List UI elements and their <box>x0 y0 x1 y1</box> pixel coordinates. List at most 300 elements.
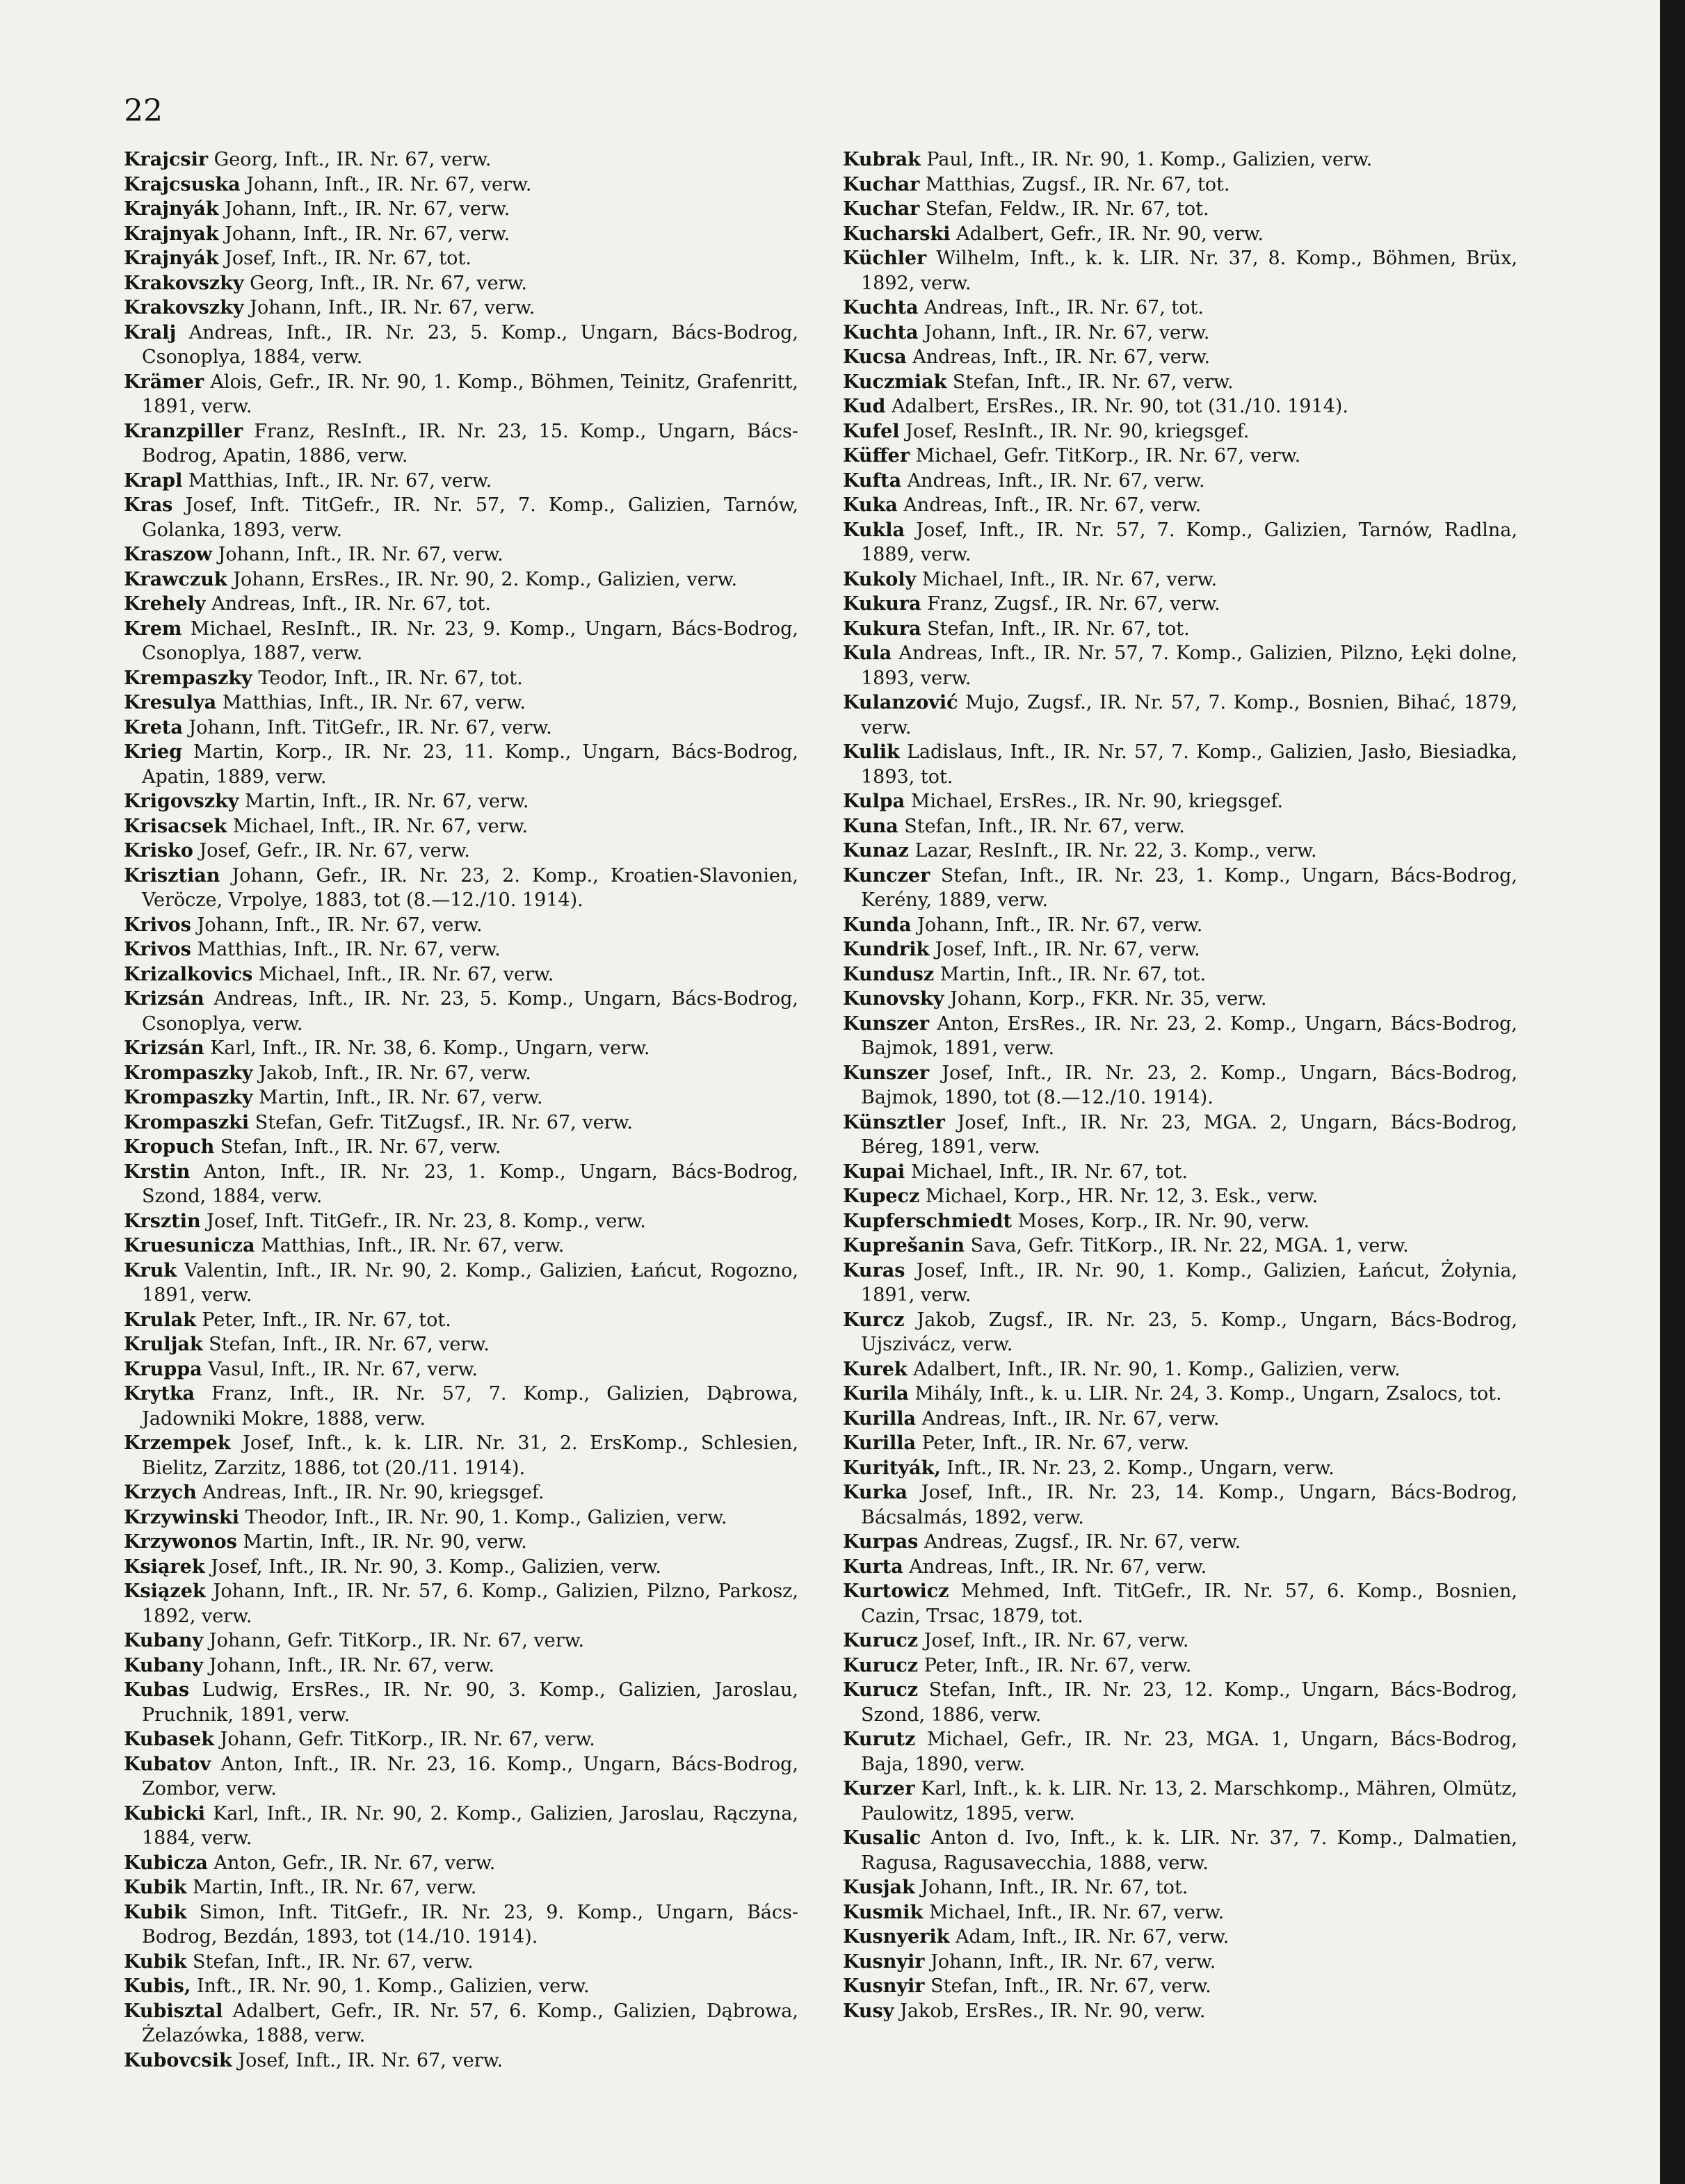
list-entry <box>124 1628 798 1653</box>
list-entry <box>843 1628 1517 1653</box>
list-entry <box>124 419 798 469</box>
list-entry <box>843 641 1517 690</box>
list-entry <box>124 1382 798 1431</box>
list-entry <box>124 1900 798 1950</box>
entry-name: Krizsán <box>124 1037 204 1059</box>
entry-details: Johann, Inft., IR. Nr. 67, verw. <box>243 297 535 318</box>
list-entry <box>843 321 1517 346</box>
entry-name: Kubany <box>124 1654 204 1676</box>
list-entry <box>124 321 798 370</box>
entry-name: Kuchar <box>843 173 920 195</box>
entry-name: Krawczuk <box>124 568 227 590</box>
list-entry <box>843 1480 1517 1530</box>
entry-name: Kruljak <box>124 1334 203 1355</box>
entry-name: Kubisztal <box>124 2000 223 2022</box>
entry-details: Michael, Inft., IR. Nr. 67, verw. <box>227 815 529 837</box>
entry-details: Stefan, Gefr. TitZugsf., IR. Nr. 67, verw. <box>249 1111 633 1133</box>
list-entry <box>843 1233 1517 1259</box>
list-entry <box>124 1530 798 1555</box>
list-entry <box>124 987 798 1036</box>
entry-name: Kurutz <box>843 1729 916 1750</box>
entry-name: Kundusz <box>843 963 935 985</box>
entry-name: Küchler <box>843 248 927 269</box>
entry-details: Josef, Inft., IR. Nr. 23, MGA. 2, Ungarn, Bács-Bodrog, Béreg, 1891, verw. <box>861 1111 1517 1158</box>
list-entry <box>124 839 798 864</box>
entry-details: Michael, Inft., IR. Nr. 67, verw. <box>923 1901 1225 1923</box>
entry-details: Johann, Korp., FKR. Nr. 35, verw. <box>944 988 1267 1010</box>
entry-name: Kufel <box>843 420 900 442</box>
entry-name: Kubis, <box>124 1975 191 1997</box>
entry-details: Martin, Inft., IR. Nr. 90, verw. <box>236 1531 527 1553</box>
entry-details: Adalbert, Gefr., IR. Nr. 57, 6. Komp., Galizien, Dąbrowa, Żelazówka, 1888, verw. <box>142 2000 798 2046</box>
entry-details: Andreas, Zugsf., IR. Nr. 67, verw. <box>918 1531 1241 1553</box>
entry-details: Franz, Inft., IR. Nr. 57, 7. Komp., Galizien, Dąbrowa, Jadowniki Mokre, 1888, verw. <box>142 1383 798 1430</box>
entry-details: Michael, ResInft., IR. Nr. 23, 9. Komp., Ungarn, Bács-Bodrog, Csonoplya, 1887, verw. <box>142 617 798 664</box>
entry-name: Kurilla <box>843 1407 916 1430</box>
entry-name: Krzempek <box>124 1432 231 1454</box>
entry-name: Kurzer <box>843 1778 915 1799</box>
list-entry <box>124 222 798 247</box>
entry-details: Peter, Inft., IR. Nr. 67, verw. <box>916 1432 1190 1454</box>
entry-name: Kusmik <box>843 1901 924 1923</box>
entry-name: Krisacsek <box>124 815 227 837</box>
entry-details: Matthias, Inft., IR. Nr. 67, verw. <box>255 1235 565 1256</box>
entry-name: Kukura <box>843 593 921 615</box>
entry-name: Kubrak <box>843 149 921 170</box>
entry-name: Krakovszky <box>124 272 244 294</box>
entry-details: Martin, Inft., IR. Nr. 67, verw. <box>239 791 529 812</box>
entry-name: Krisko <box>124 840 193 862</box>
entry-details: Sava, Gefr. TitKorp., IR. Nr. 22, MGA. 1, verw. <box>965 1235 1409 1256</box>
entry-name: Krajcsir <box>124 149 209 170</box>
list-entry <box>843 1382 1517 1407</box>
entry-name: Kulanzović <box>843 692 958 713</box>
entry-details: Andreas, Inft., IR. Nr. 23, 5. Komp., Ungarn, Bács-Bodrog, Csonoplya, verw. <box>142 988 798 1035</box>
entry-details: Johann, Inft., IR. Nr. 67, verw. <box>203 1654 494 1676</box>
list-entry <box>124 296 798 321</box>
entry-details: Josef, Inft., IR. Nr. 90, 3. Komp., Galizien, verw. <box>204 1555 661 1578</box>
entry-details: Adalbert, ErsRes., IR. Nr. 90, tot (31./10. 1914). <box>885 396 1348 417</box>
entry-details: Johann, Inft. TitGefr., IR. Nr. 67, verw. <box>182 716 552 738</box>
entry-details: Simon, Inft. TitGefr., IR. Nr. 23, 9. Komp., Ungarn, Bács-Bodrog, Bezdán, 1893, tot (14./10. 1914). <box>142 1901 798 1948</box>
entry-name: Kuchar <box>843 198 920 220</box>
entry-details: Josef, Gefr., IR. Nr. 67, verw. <box>193 840 470 862</box>
list-entry <box>843 419 1517 444</box>
entry-name: Kruesunicza <box>124 1235 255 1256</box>
entry-name: Kusnyerik <box>843 1926 950 1948</box>
list-entry <box>843 789 1517 814</box>
entry-details: Johann, Inft., IR. Nr. 67, verw. <box>218 198 510 220</box>
entry-name: Krompaszky <box>124 1062 253 1084</box>
entry-details: Anton, Inft., IR. Nr. 23, 16. Komp., Ungarn, Bács-Bodrog, Zombor, verw. <box>142 1753 798 1799</box>
entry-name: Kupecz <box>843 1186 920 1207</box>
entry-details: Stefan, Inft., IR. Nr. 67, verw. <box>186 1950 474 1973</box>
entry-name: Kurpas <box>843 1531 919 1553</box>
entry-details: Adalbert, Inft., IR. Nr. 90, 1. Komp., Galizien, verw. <box>907 1358 1401 1380</box>
entry-name: Kurucz <box>843 1630 919 1651</box>
list-entry <box>843 1012 1517 1061</box>
entry-details: Valentin, Inft., IR. Nr. 90, 2. Komp., Galizien, Łańcut, Rogozno, 1891, verw. <box>142 1259 798 1306</box>
list-entry <box>124 1110 798 1135</box>
entry-name: Kukura <box>843 617 921 640</box>
entry-details: Inft., IR. Nr. 90, 1. Komp., Galizien, verw. <box>191 1975 590 1997</box>
entry-name: Kuchta <box>843 321 919 343</box>
entry-name: Kruppa <box>124 1358 202 1380</box>
list-entry <box>124 962 798 987</box>
entry-details: Stefan, Feldw., IR. Nr. 67, tot. <box>919 198 1209 220</box>
entry-name: Kurucz <box>843 1654 919 1676</box>
entry-name: Krajnyak <box>124 223 219 245</box>
entry-details: Andreas, Inft., IR. Nr. 67, verw. <box>916 1407 1220 1430</box>
entry-name: Krem <box>124 617 182 640</box>
entry-details: Johann, Inft., IR. Nr. 67, verw. <box>924 1950 1216 1973</box>
entry-details: Mujo, Zugsf., IR. Nr. 57, 7. Komp., Bosnien, Bihać, 1879, verw. <box>861 692 1517 738</box>
entry-name: Kunszer <box>843 1012 930 1035</box>
list-entry <box>124 814 798 839</box>
entry-name: Kud <box>843 396 886 417</box>
entry-details: Martin, Inft., IR. Nr. 67, verw. <box>252 1087 543 1108</box>
list-entry <box>843 1357 1517 1382</box>
list-entry <box>124 493 798 542</box>
entry-details: Josef, Inft., k. k. LIR. Nr. 31, 2. ErsKomp., Schlesien, Bielitz, Zarzitz, 1886, tot (20./11. 1914). <box>142 1432 798 1479</box>
entry-details: Mihály, Inft., k. u. LIR. Nr. 24, 3. Komp., Ungarn, Zsalocs, tot. <box>908 1383 1502 1405</box>
scan-edge <box>1660 0 1685 2184</box>
list-entry <box>843 1579 1517 1628</box>
entry-details: Theodor, Inft., IR. Nr. 90, 1. Komp., Galizien, verw. <box>239 1506 727 1528</box>
list-entry <box>843 1777 1517 1826</box>
entry-details: Ludwig, ErsRes., IR. Nr. 90, 3. Komp., Galizien, Jaroslau, Pruchnik, 1891, verw. <box>142 1679 798 1726</box>
list-entry <box>124 1036 798 1061</box>
entry-details: Georg, Inft., IR. Nr. 67, verw. <box>243 272 527 294</box>
entry-name: Kukla <box>843 519 905 541</box>
list-entry <box>843 172 1517 197</box>
entry-name: Kula <box>843 642 892 664</box>
entry-name: Kurcz <box>843 1309 905 1331</box>
entry-details: Andreas, Inft., IR. Nr. 57, 7. Komp., Galizien, Pilzno, Łęki dolne, 1893, verw. <box>861 642 1517 689</box>
entry-name: Kurila <box>843 1383 909 1405</box>
entry-name: Kurityák, <box>843 1457 941 1479</box>
list-entry <box>843 394 1517 419</box>
list-entry <box>843 1555 1517 1580</box>
list-entry <box>124 1653 798 1679</box>
list-entry <box>124 1974 798 1999</box>
list-entry <box>843 345 1517 370</box>
entry-name: Kuprešanin <box>843 1235 965 1256</box>
entry-name: Krisztian <box>124 864 220 887</box>
entry-details: Franz, ResInft., IR. Nr. 23, 15. Komp., Ungarn, Bács-Bodrog, Apatin, 1886, verw. <box>142 420 798 467</box>
list-entry <box>124 1678 798 1727</box>
entry-details: Michael, Inft., IR. Nr. 67, tot. <box>905 1160 1188 1183</box>
entry-name: Kurucz <box>843 1679 919 1701</box>
list-entry <box>843 913 1517 938</box>
entry-name: Krigovszky <box>124 791 239 812</box>
list-entry <box>124 1332 798 1357</box>
list-entry <box>843 1061 1517 1110</box>
entry-details: Johann, Gefr., IR. Nr. 23, 2. Komp., Kroatien-Slavonien, Veröcze, Vrpolye, 1883, tot (8.—12./10. 1914). <box>142 864 798 911</box>
list-entry <box>843 1209 1517 1234</box>
entry-details: Michael, Inft., IR. Nr. 67, verw. <box>916 568 1218 590</box>
entry-name: Kurka <box>843 1482 908 1503</box>
entry-name: Krzych <box>124 1482 197 1503</box>
entry-name: Kulik <box>843 741 900 763</box>
list-entry <box>843 1900 1517 1925</box>
list-entry <box>843 740 1517 789</box>
list-entry <box>124 1357 798 1382</box>
entry-details: Anton d. Ivo, Inft., k. k. LIR. Nr. 37, 7. Komp., Dalmatien, Ragusa, Ragusavecchia, 1888, verw. <box>861 1827 1517 1874</box>
list-entry <box>124 1579 798 1628</box>
list-entry <box>124 666 798 691</box>
entry-details: Stefan, Inft., IR. Nr. 67, verw. <box>214 1136 501 1158</box>
list-entry <box>843 1110 1517 1160</box>
entry-details: Johann, Inft., IR. Nr. 67, verw. <box>240 173 532 195</box>
list-entry <box>843 1875 1517 1900</box>
entry-details: Adam, Inft., IR. Nr. 67, verw. <box>949 1926 1230 1948</box>
list-entry <box>124 715 798 741</box>
entry-details: Paul, Inft., IR. Nr. 90, 1. Komp., Galizien, verw. <box>920 149 1373 170</box>
entry-name: Kunczer <box>843 864 930 887</box>
entry-details: Martin, Inft., IR. Nr. 67, verw. <box>186 1877 477 1898</box>
list-entry <box>124 1999 798 2048</box>
list-entry <box>843 1999 1517 2024</box>
entry-name: Kubatov <box>124 1753 211 1775</box>
entry-details: Andreas, Inft., IR. Nr. 23, 5. Komp., Ungarn, Bács-Bodrog, Csonoplya, 1884, verw. <box>142 321 798 368</box>
entry-details: Josef, Inft., IR. Nr. 23, 14. Komp., Ungarn, Bács-Bodrog, Bácsalmás, 1892, verw. <box>861 1482 1517 1528</box>
entry-name: Kusjak <box>843 1877 915 1898</box>
entry-name: Kubovcsik <box>124 2049 232 2071</box>
entry-details: Josef, Inft., IR. Nr. 90, 1. Komp., Galizien, Łańcut, Żołynia, 1891, verw. <box>861 1259 1517 1306</box>
list-entry <box>124 1209 798 1234</box>
list-entry <box>124 1061 798 1086</box>
entry-name: Künsztler <box>843 1111 945 1133</box>
entry-name: Krivos <box>124 914 191 936</box>
entry-details: Stefan, Inft., IR. Nr. 67, verw. <box>202 1334 490 1355</box>
list-entry <box>124 690 798 715</box>
entry-details: Josef, Inft., IR. Nr. 67, verw. <box>918 1630 1189 1651</box>
entry-details: Anton, Inft., IR. Nr. 23, 1. Komp., Ungarn, Bács-Bodrog, Szond, 1884, verw. <box>142 1160 798 1207</box>
entry-details: Jakob, Zugsf., IR. Nr. 23, 5. Komp., Ungarn, Bács-Bodrog, Ujszivácz, verw. <box>861 1309 1517 1355</box>
list-entry <box>124 469 798 494</box>
entry-name: Kuna <box>843 815 898 837</box>
entry-name: Kralj <box>124 321 177 343</box>
entry-details: Johann, Inft., IR. Nr. 67, verw. <box>918 321 1210 343</box>
entry-name: Krulak <box>124 1309 196 1331</box>
entry-name: Krempaszky <box>124 667 252 689</box>
entry-name: Krieg <box>124 741 183 763</box>
entry-details: Johann, Gefr. TitKorp., IR. Nr. 67, verw. <box>213 1729 595 1750</box>
entry-details: Lazar, ResInft., IR. Nr. 22, 3. Komp., verw. <box>908 840 1317 862</box>
list-entry <box>124 1160 798 1209</box>
entry-name: Kukoly <box>843 568 917 590</box>
list-entry <box>124 1431 798 1480</box>
entry-name: Kubas <box>124 1679 190 1701</box>
entry-details: Michael, ErsRes., IR. Nr. 90, kriegsgef. <box>905 791 1284 812</box>
entry-details: Jakob, Inft., IR. Nr. 67, verw. <box>252 1062 531 1084</box>
entry-name: Küffer <box>843 445 910 467</box>
entry-details: Josef, ResInft., IR. Nr. 90, kriegsgef. <box>899 420 1250 442</box>
entry-name: Kunovsky <box>843 988 944 1010</box>
entry-name: Krompaszki <box>124 1111 250 1133</box>
entry-details: Stefan, Inft., IR. Nr. 67, verw. <box>898 815 1185 837</box>
entry-name: Krsztin <box>124 1210 201 1232</box>
entry-details: Johann, Inft., IR. Nr. 57, 6. Komp., Galizien, Pilzno, Parkosz, 1892, verw. <box>142 1580 798 1627</box>
list-entry <box>843 246 1517 296</box>
entry-name: Kresulya <box>124 692 217 713</box>
entry-name: Kunda <box>843 914 912 936</box>
entry-details: Andreas, Inft., IR. Nr. 67, verw. <box>906 346 1211 368</box>
entry-name: Kubany <box>124 1630 204 1651</box>
entry-details: Michael, Korp., HR. Nr. 12, 3. Esk., verw. <box>919 1186 1319 1207</box>
list-entry <box>843 1678 1517 1727</box>
list-entry <box>124 197 798 222</box>
entry-details: Anton, Gefr., IR. Nr. 67, verw. <box>207 1852 496 1874</box>
entry-details: Peter, Inft., IR. Nr. 67, verw. <box>918 1654 1192 1676</box>
entry-name: Krompaszky <box>124 1087 253 1108</box>
entry-name: Kurek <box>843 1358 908 1380</box>
entry-details: Stefan, Inft., IR. Nr. 67, tot. <box>921 617 1190 640</box>
entry-details: Johann, ErsRes., IR. Nr. 90, 2. Komp., Galizien, verw. <box>227 568 738 590</box>
list-entry <box>124 271 798 296</box>
list-entry <box>843 1160 1517 1185</box>
entry-name: Krytka <box>124 1383 195 1405</box>
list-entry <box>843 690 1517 740</box>
entry-name: Kusnyir <box>843 1975 925 1997</box>
entry-details: Johann, Inft., IR. Nr. 67, tot. <box>914 1877 1188 1898</box>
list-entry <box>843 1826 1517 1875</box>
entry-details: Alois, Gefr., IR. Nr. 90, 1. Komp., Böhmen, Teinitz, Grafenritt, 1891, verw. <box>142 371 798 417</box>
entry-details: Stefan, Inft., IR. Nr. 67, verw. <box>946 371 1234 393</box>
list-entry <box>124 2048 798 2073</box>
entry-details: Andreas, Inft., IR. Nr. 90, kriegsgef. <box>196 1482 545 1503</box>
list-entry <box>124 592 798 617</box>
entry-details: Karl, Inft., IR. Nr. 90, 2. Komp., Galizien, Jaroslau, Rączyna, 1884, verw. <box>142 1802 798 1849</box>
entry-name: Kusnyir <box>843 1950 925 1973</box>
list-entry <box>124 1752 798 1802</box>
list-entry <box>124 1480 798 1505</box>
entry-details: Vasul, Inft., IR. Nr. 67, verw. <box>202 1358 478 1380</box>
list-entry <box>124 1308 798 1333</box>
list-entry <box>843 592 1517 617</box>
entry-details: Franz, Zugsf., IR. Nr. 67, verw. <box>921 593 1220 615</box>
list-entry <box>124 789 798 814</box>
entry-details: Inft., IR. Nr. 23, 2. Komp., Ungarn, verw. <box>940 1457 1335 1479</box>
list-entry <box>843 147 1517 172</box>
entry-details: Wilhelm, Inft., k. k. LIR. Nr. 37, 8. Komp., Böhmen, Brüx, 1892, verw. <box>861 248 1517 294</box>
list-entry <box>124 1875 798 1900</box>
entry-name: Krehely <box>124 593 206 615</box>
list-entry <box>124 740 798 789</box>
entry-name: Krajcsuska <box>124 173 241 195</box>
entry-name: Kropuch <box>124 1136 215 1158</box>
list-entry <box>124 1505 798 1530</box>
entry-name: Krstin <box>124 1160 191 1183</box>
list-entry <box>124 1802 798 1851</box>
entry-details: Michael, Gefr., IR. Nr. 23, MGA. 1, Ungarn, Bács-Bodrog, Baja, 1890, verw. <box>861 1729 1517 1775</box>
entry-name: Ksiązek <box>124 1580 206 1602</box>
entry-name: Krakovszky <box>124 297 244 318</box>
list-entry <box>124 246 798 271</box>
entry-details: Jakob, ErsRes., IR. Nr. 90, verw. <box>894 2000 1206 2022</box>
list-entry <box>843 469 1517 494</box>
list-entry <box>843 1184 1517 1209</box>
entry-details: Peter, Inft., IR. Nr. 67, tot. <box>195 1309 451 1331</box>
list-entry <box>843 567 1517 592</box>
list-entry <box>843 617 1517 642</box>
list-entry <box>124 1135 798 1160</box>
list-entry <box>843 444 1517 469</box>
entry-name: Krizsán <box>124 988 204 1010</box>
list-entry <box>843 864 1517 913</box>
entry-name: Krizalkovics <box>124 963 253 985</box>
list-entry <box>843 839 1517 864</box>
entry-name: Kubik <box>124 1901 187 1923</box>
entry-name: Krajnyák <box>124 198 219 220</box>
entry-details: Josef, Inft., IR. Nr. 57, 7. Komp., Galizien, Tarnów, Radlna, 1889, verw. <box>861 519 1517 565</box>
entry-details: Andreas, Inft., IR. Nr. 67, verw. <box>903 1555 1207 1578</box>
list-entry <box>124 1233 798 1259</box>
list-entry <box>124 864 798 913</box>
entry-name: Kreta <box>124 716 183 738</box>
list-entry <box>843 1653 1517 1679</box>
entry-name: Krivos <box>124 939 191 960</box>
entry-name: Kruk <box>124 1259 177 1281</box>
list-entry <box>124 172 798 197</box>
list-entry <box>843 1259 1517 1308</box>
list-entry <box>843 1431 1517 1456</box>
entry-details: Michael, Gefr. TitKorp., IR. Nr. 67, verw. <box>910 445 1301 467</box>
list-entry <box>124 1727 798 1752</box>
entry-name: Ksiąrek <box>124 1555 205 1578</box>
entry-name: Kusalic <box>843 1827 921 1849</box>
entry-details: Josef, Inft., IR. Nr. 67, verw. <box>232 2049 503 2071</box>
entry-name: Kuczmiak <box>843 371 947 393</box>
entry-name: Kuras <box>843 1259 905 1281</box>
entry-name: Kundrik <box>843 939 930 960</box>
entry-name: Kranzpiller <box>124 420 243 442</box>
entry-name: Kubicza <box>124 1852 208 1874</box>
entry-details: Karl, Inft., IR. Nr. 38, 6. Komp., Ungarn, verw. <box>204 1037 650 1059</box>
entry-details: Stefan, Inft., IR. Nr. 23, 12. Komp., Ungarn, Bács-Bodrog, Szond, 1886, verw. <box>861 1679 1517 1726</box>
entry-name: Kraszow <box>124 544 212 565</box>
entry-details: Anton, ErsRes., IR. Nr. 23, 2. Komp., Ungarn, Bács-Bodrog, Bajmok, 1891, verw. <box>861 1012 1517 1059</box>
entry-details: Johann, Inft., IR. Nr. 67, verw. <box>211 544 503 565</box>
entry-details: Josef, Inft. TitGefr., IR. Nr. 23, 8. Komp., verw. <box>200 1210 646 1232</box>
entry-details: Matthias, Inft., IR. Nr. 67, verw. <box>216 692 526 713</box>
entry-details: Mehmed, Inft. TitGefr., IR. Nr. 57, 6. Komp., Bosnien, Cazin, Trsac, 1879, tot. <box>861 1580 1517 1627</box>
entry-details: Matthias, Inft., IR. Nr. 67, verw. <box>191 939 501 960</box>
entry-name: Kulpa <box>843 791 905 812</box>
list-entry <box>124 913 798 938</box>
entry-name: Krapl <box>124 469 183 492</box>
entry-name: Krämer <box>124 371 204 393</box>
list-entry <box>843 962 1517 987</box>
list-entry <box>124 1555 798 1580</box>
entry-details: Josef, Inft., IR. Nr. 23, 2. Komp., Ungarn, Bács-Bodrog, Bajmok, 1890, tot (8.—12./10. 1914). <box>861 1062 1517 1108</box>
entry-details: Johann, Inft., IR. Nr. 67, verw. <box>191 914 483 936</box>
list-entry <box>843 370 1517 395</box>
list-entry <box>843 1308 1517 1357</box>
list-entry <box>124 567 798 592</box>
entry-name: Kubicki <box>124 1802 206 1825</box>
entry-name: Kusy <box>843 2000 894 2022</box>
list-entry <box>843 1727 1517 1777</box>
entry-details: Matthias, Zugsf., IR. Nr. 67, tot. <box>919 173 1230 195</box>
list-entry <box>124 542 798 567</box>
entry-name: Kuchta <box>843 297 919 318</box>
list-entry <box>843 814 1517 839</box>
list-entry <box>124 1085 798 1110</box>
entry-details: Johann, Gefr. TitKorp., IR. Nr. 67, verw. <box>203 1630 585 1651</box>
list-entry <box>843 1456 1517 1481</box>
